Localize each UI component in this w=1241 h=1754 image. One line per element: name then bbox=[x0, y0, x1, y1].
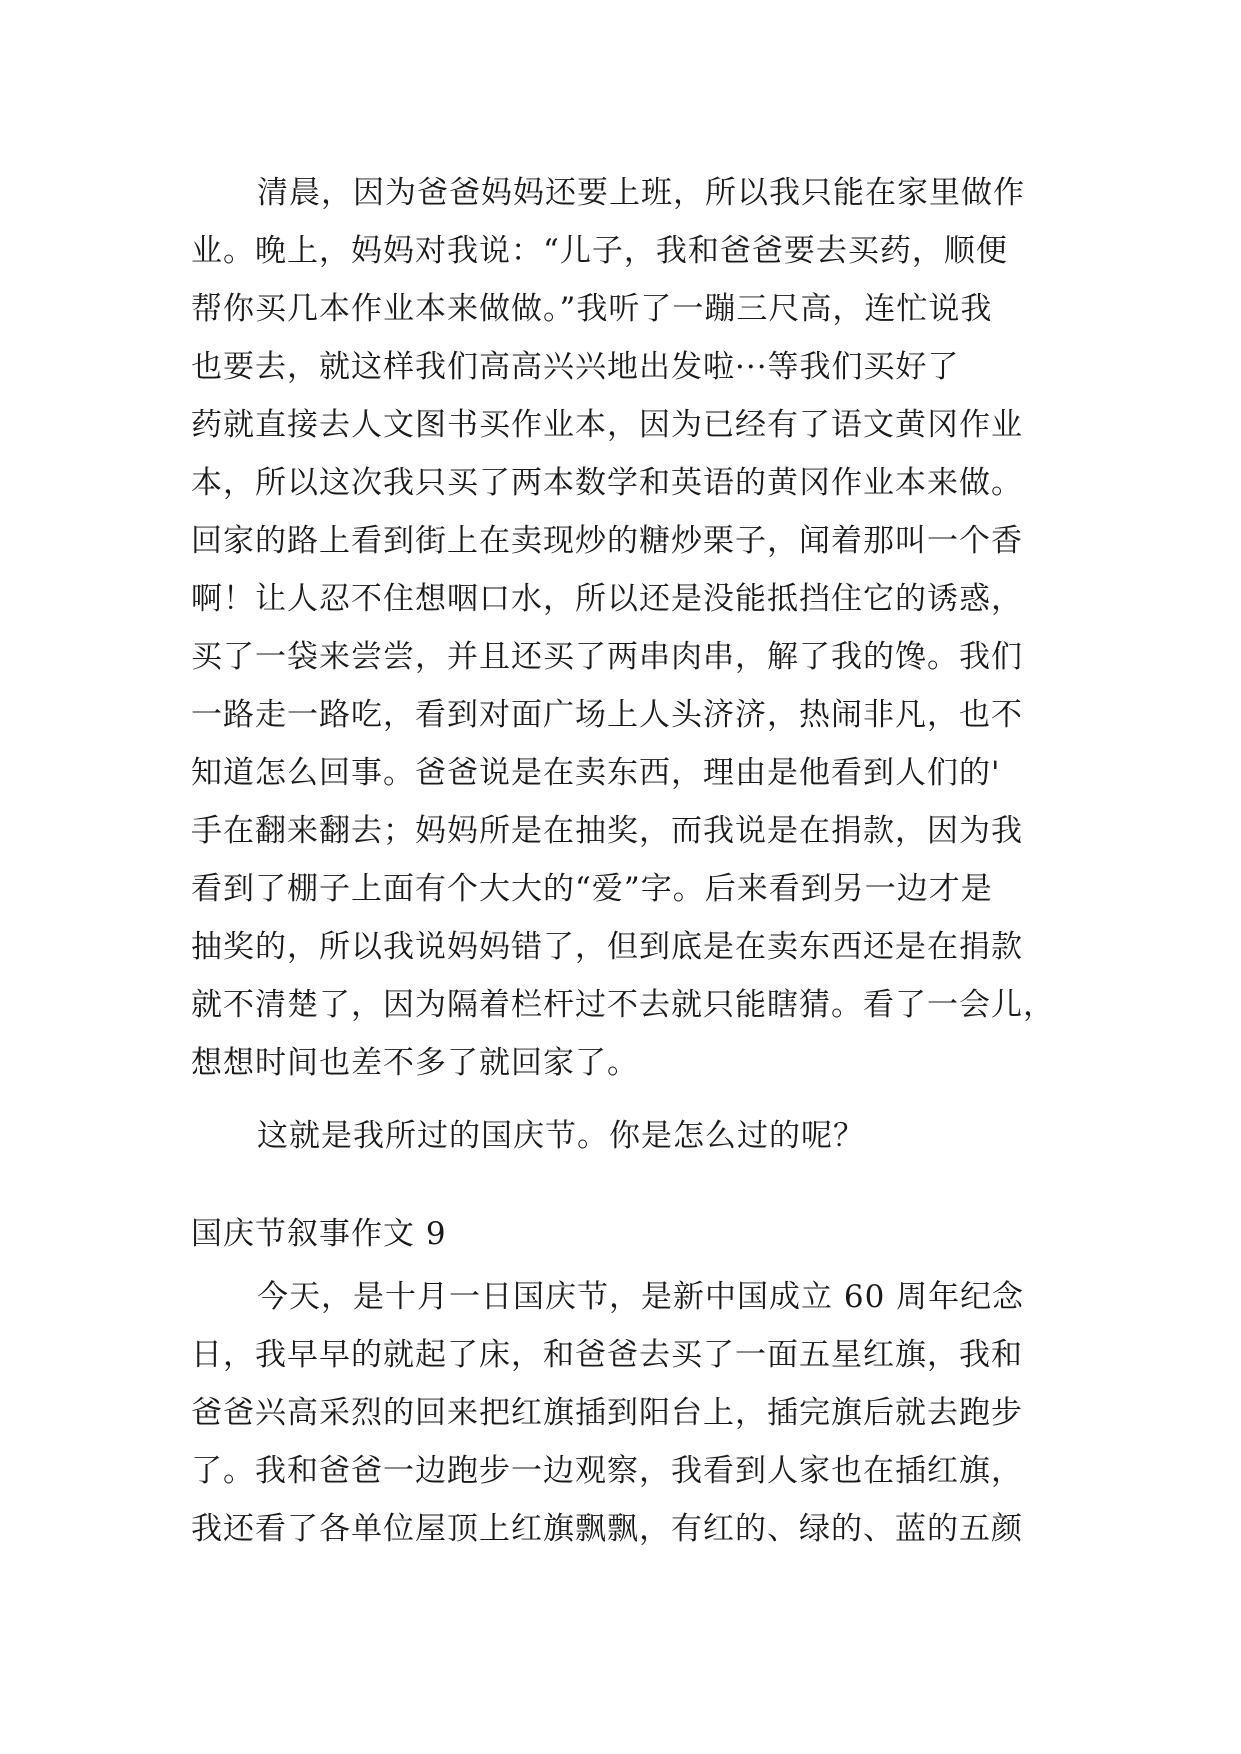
section-heading: 国庆节叙事作文 9 bbox=[191, 1216, 447, 1252]
paragraph-line: 帮你买几本作业本来做做。”我听了一蹦三尺高，连忙说我 bbox=[191, 291, 993, 327]
paragraph-line: 我还看了各单位屋顶上红旗飘飘，有红的、绿的、蓝的五颜 bbox=[191, 1511, 1023, 1547]
paragraph-line: 一路走一路吃，看到对面广场上人头济济，热闹非凡，也不 bbox=[191, 697, 1023, 733]
paragraph-line: 今天，是十月一日国庆节，是新中国成立 60 周年纪念 bbox=[257, 1279, 1025, 1315]
paragraph-line: 爸爸兴高采烈的回来把红旗插到阳台上，插完旗后就去跑步 bbox=[191, 1395, 1023, 1431]
paragraph-line: 本，所以这次我只买了两本数学和英语的黄冈作业本来做。 bbox=[191, 465, 1023, 501]
paragraph-line: 知道怎么回事。爸爸说是在卖东西，理由是他看到人们的' bbox=[191, 755, 1001, 791]
paragraph-line: 了。我和爸爸一边跑步一边观察，我看到人家也在插红旗， bbox=[191, 1453, 1023, 1489]
paragraph-line: 这就是我所过的国庆节。你是怎么过的呢？ bbox=[257, 1118, 865, 1154]
paragraph-line: 日，我早早的就起了床，和爸爸去买了一面五星红旗，我和 bbox=[191, 1337, 1023, 1373]
paragraph-line: 买了一袋来尝尝，并且还买了两串肉串，解了我的馋。我们 bbox=[191, 639, 1023, 675]
paragraph-line: 手在翻来翻去；妈妈所是在抽奖，而我说是在捐款，因为我 bbox=[191, 813, 1023, 849]
paragraph-line: 清晨，因为爸爸妈妈还要上班，所以我只能在家里做作 bbox=[257, 175, 1025, 211]
paragraph-line: 业。晚上，妈妈对我说：“儿子，我和爸爸要去买药，顺便 bbox=[191, 233, 1008, 269]
paragraph-line: 看到了棚子上面有个大大的“爱”字。后来看到另一边才是 bbox=[191, 871, 993, 907]
paragraph-line: 啊！让人忍不住想咽口水，所以还是没能抵挡住它的诱惑， bbox=[191, 581, 1023, 617]
paragraph-line: 就不清楚了，因为隔着栏杆过不去就只能瞎猜。看了一会儿， bbox=[191, 987, 1055, 1023]
paragraph-block-1 bbox=[191, 164, 1061, 1092]
paragraph-line: 抽奖的，所以我说妈妈错了，但到底是在卖东西还是在捐款 bbox=[191, 929, 1023, 965]
paragraph-line: 也要去，就这样我们高高兴兴地出发啦···等我们买好了 bbox=[191, 349, 960, 385]
paragraph-block-3 bbox=[191, 1268, 1061, 1558]
paragraph-line: 想想时间也差不多了就回家了。 bbox=[191, 1045, 639, 1081]
paragraph-block-2 bbox=[191, 1107, 1061, 1165]
paragraph-line: 药就直接去人文图书买作业本，因为已经有了语文黄冈作业 bbox=[191, 407, 1023, 443]
paragraph-line: 回家的路上看到街上在卖现炒的糖炒栗子，闻着那叫一个香 bbox=[191, 523, 1023, 559]
